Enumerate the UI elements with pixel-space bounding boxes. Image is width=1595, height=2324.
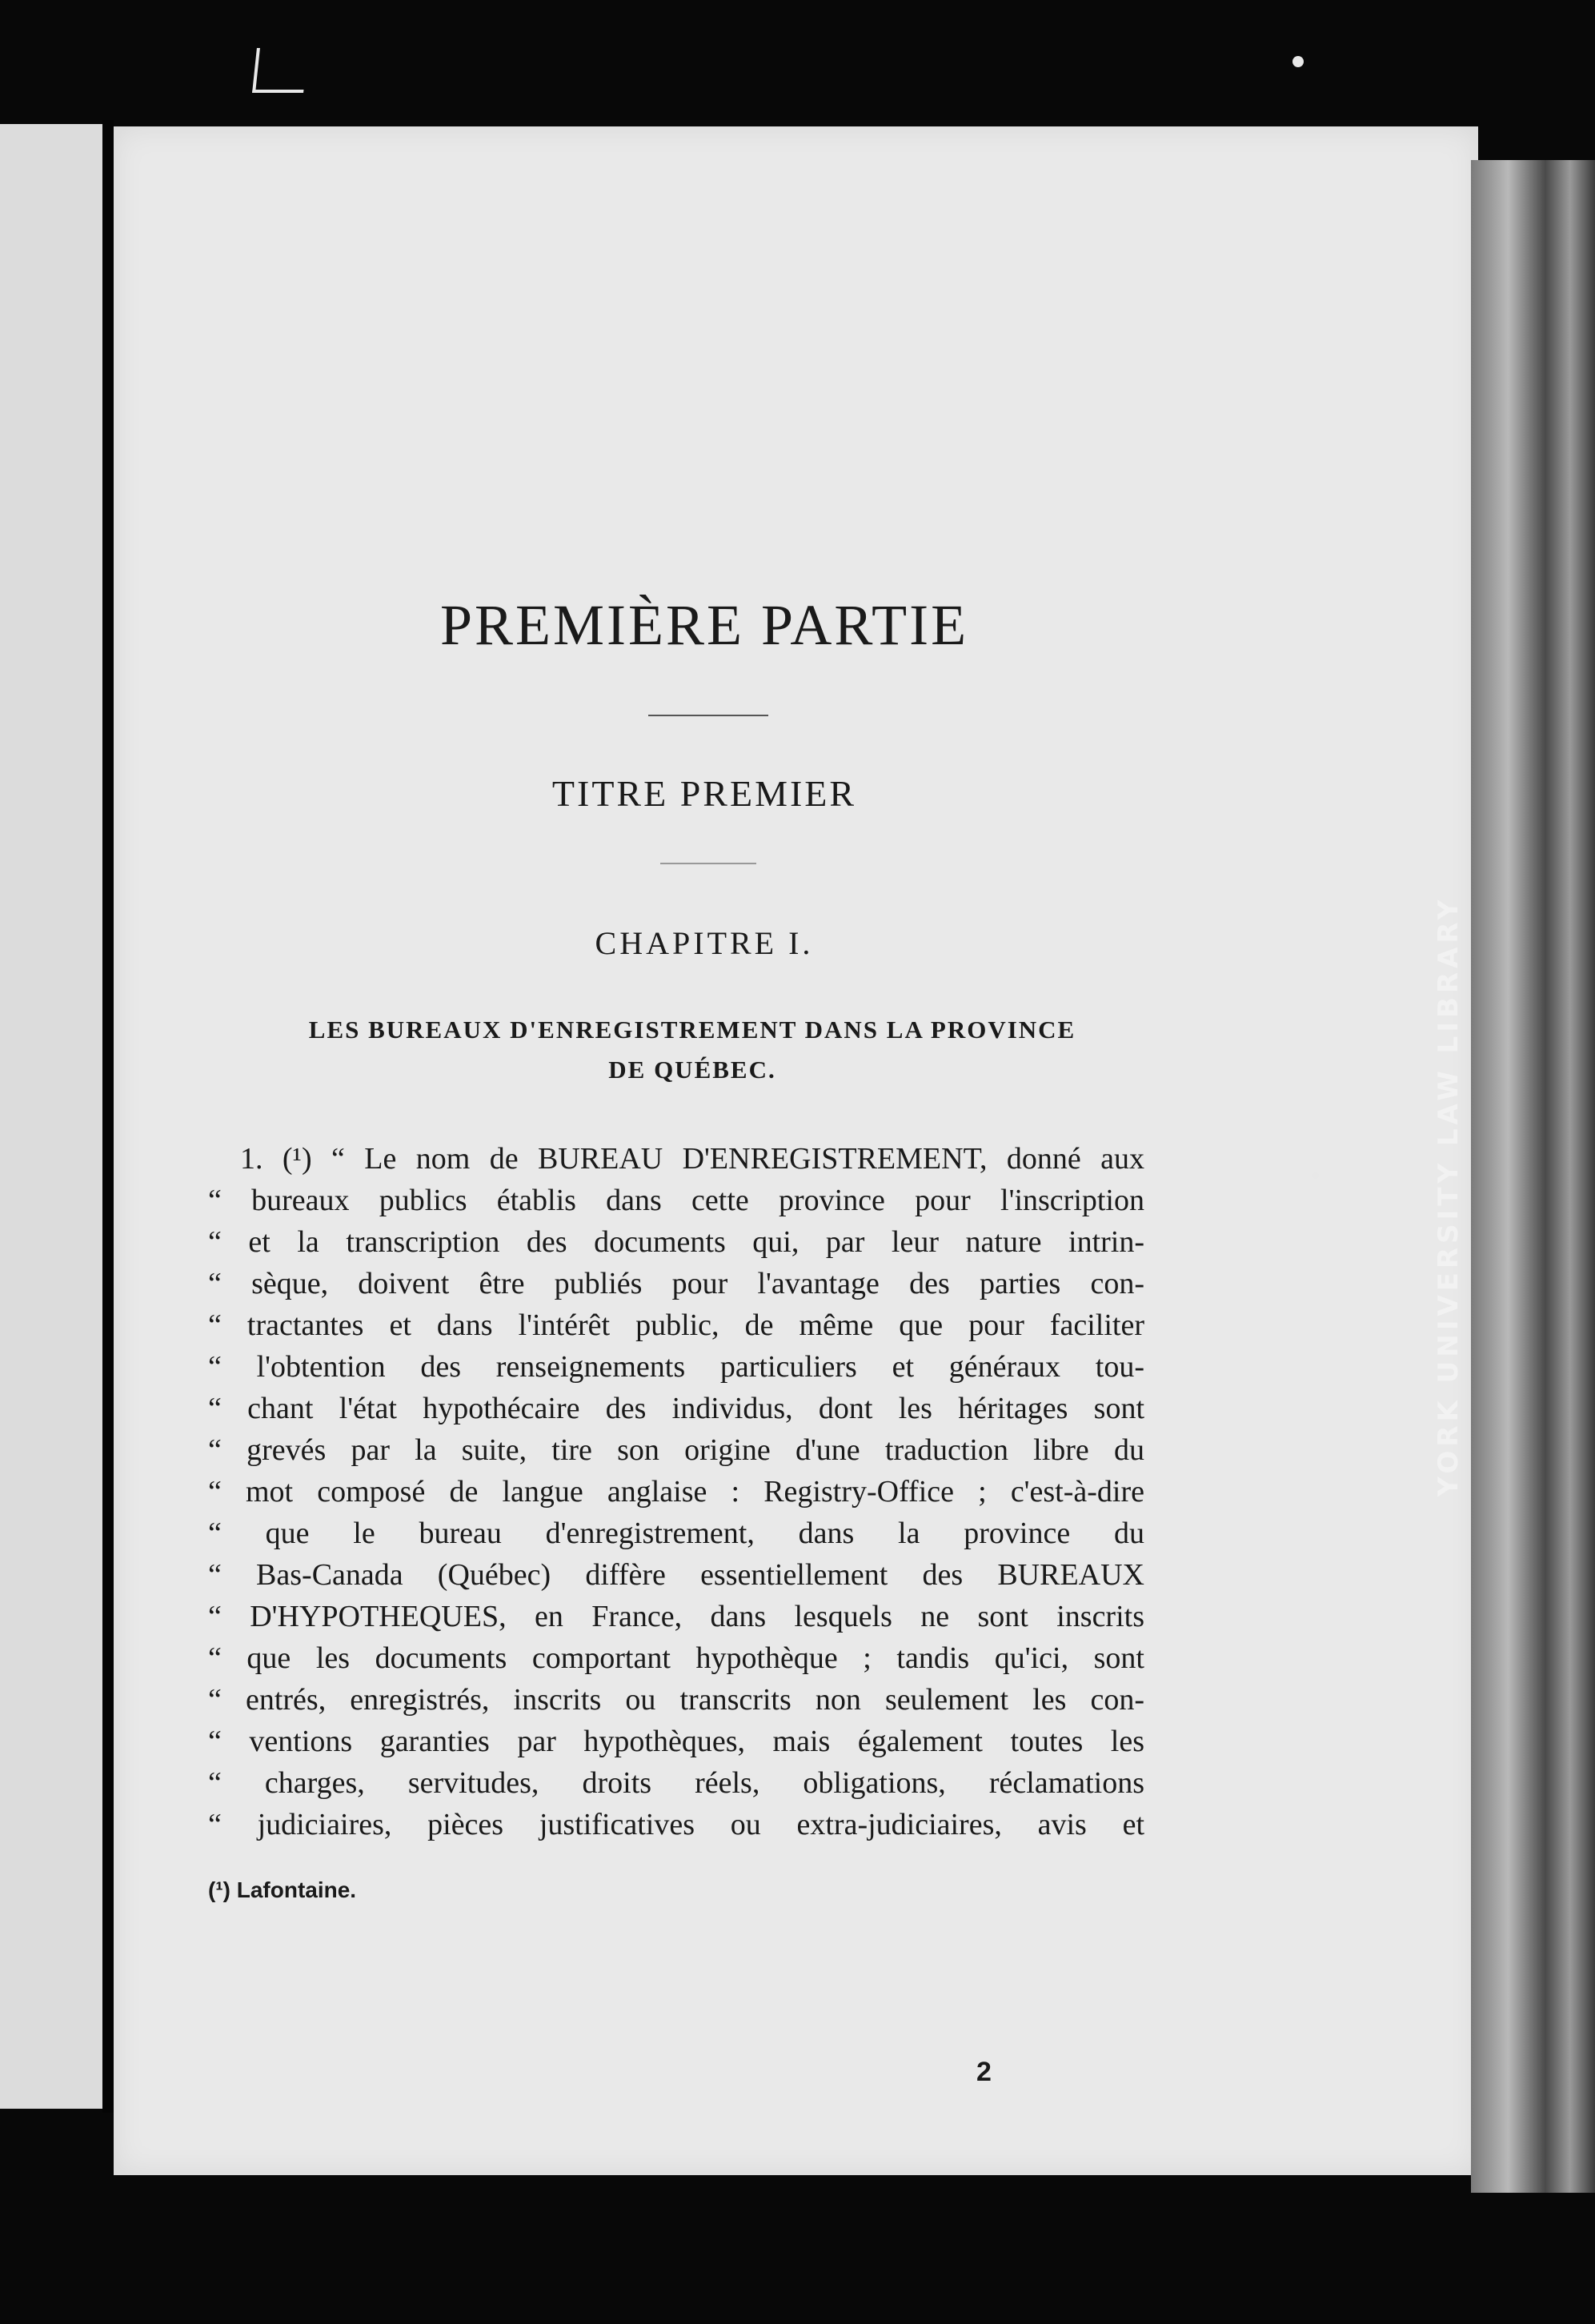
chapter-subtitle bbox=[240, 1010, 1144, 1090]
corner-mark bbox=[252, 48, 308, 93]
chapter-subtitle-line: LES BUREAUX D'ENREGISTREMENT DANS LA PROVINCE bbox=[308, 1016, 1076, 1044]
paragraph-line: “ que le bureau d'enregistrement, dans la province du bbox=[208, 1517, 1144, 1550]
article-paragraph bbox=[208, 1138, 1144, 1845]
title-heading: TITRE PREMIER bbox=[551, 773, 857, 814]
paragraph-line: “ grevés par la suite, tire son origine d'une traduction libre du bbox=[208, 1433, 1144, 1467]
paragraph-line: “ charges, servitudes, droits réels, obligations, réclamations bbox=[208, 1766, 1144, 1800]
previous-page-edge bbox=[0, 124, 102, 2109]
paragraph-line: “ sèque, doivent être publiés pour l'avantage des parties con- bbox=[208, 1267, 1144, 1300]
paragraph-line: 1. (¹) “ Le nom de BUREAU D'ENREGISTREMENT, donné aux bbox=[240, 1142, 1144, 1176]
footnote: (¹) Lafontaine. bbox=[208, 1877, 357, 1902]
page-gutter bbox=[102, 120, 114, 2113]
library-stamp: YORK UNIVERSITY LAW LIBRARY bbox=[1433, 896, 1465, 1497]
chapter-subtitle-line: DE QUÉBEC. bbox=[608, 1056, 776, 1084]
paragraph-line: “ chant l'état hypothécaire des individus, dont les héritages sont bbox=[208, 1392, 1144, 1425]
divider-rule bbox=[648, 715, 768, 716]
book-spine-edge bbox=[1471, 160, 1595, 2193]
paragraph-line: “ tractantes et dans l'intérêt public, de même que pour faciliter bbox=[208, 1308, 1144, 1342]
paragraph-line: “ Bas-Canada (Québec) diffère essentiellement des BUREAUX bbox=[208, 1558, 1144, 1592]
paragraph-line: “ mot composé de langue anglaise : Registry-Office ; c'est-à-dire bbox=[208, 1475, 1144, 1509]
paragraph-line: “ que les documents comportant hypothèque ; tandis qu'ici, sont bbox=[208, 1641, 1144, 1675]
paragraph-line: “ et la transcription des documents qui, par leur nature intrin- bbox=[208, 1225, 1144, 1259]
page-content bbox=[208, 592, 1144, 1903]
paragraph-line: “ entrés, enregistrés, inscrits ou transcrits non seulement les con- bbox=[208, 1683, 1144, 1717]
part-title: PREMIÈRE PARTIE bbox=[439, 593, 969, 657]
paragraph-line: “ l'obtention des renseignements particuliers et généraux tou- bbox=[208, 1350, 1144, 1384]
paragraph-line: “ judiciaires, pièces justificatives ou extra-judiciaires, avis et bbox=[208, 1808, 1144, 1841]
speck bbox=[1292, 56, 1304, 67]
paragraph-line: “ bureaux publics établis dans cette province pour l'inscription bbox=[208, 1184, 1144, 1217]
chapter-heading: CHAPITRE I. bbox=[595, 925, 814, 961]
divider-rule bbox=[660, 863, 756, 864]
page-number: 2 bbox=[976, 2057, 992, 2087]
paragraph-line: “ D'HYPOTHEQUES, en France, dans lesquels ne sont inscrits bbox=[208, 1600, 1144, 1633]
paragraph-line: “ ventions garanties par hypothèques, mais également toutes les bbox=[208, 1725, 1144, 1758]
speck bbox=[1312, 1172, 1319, 1179]
